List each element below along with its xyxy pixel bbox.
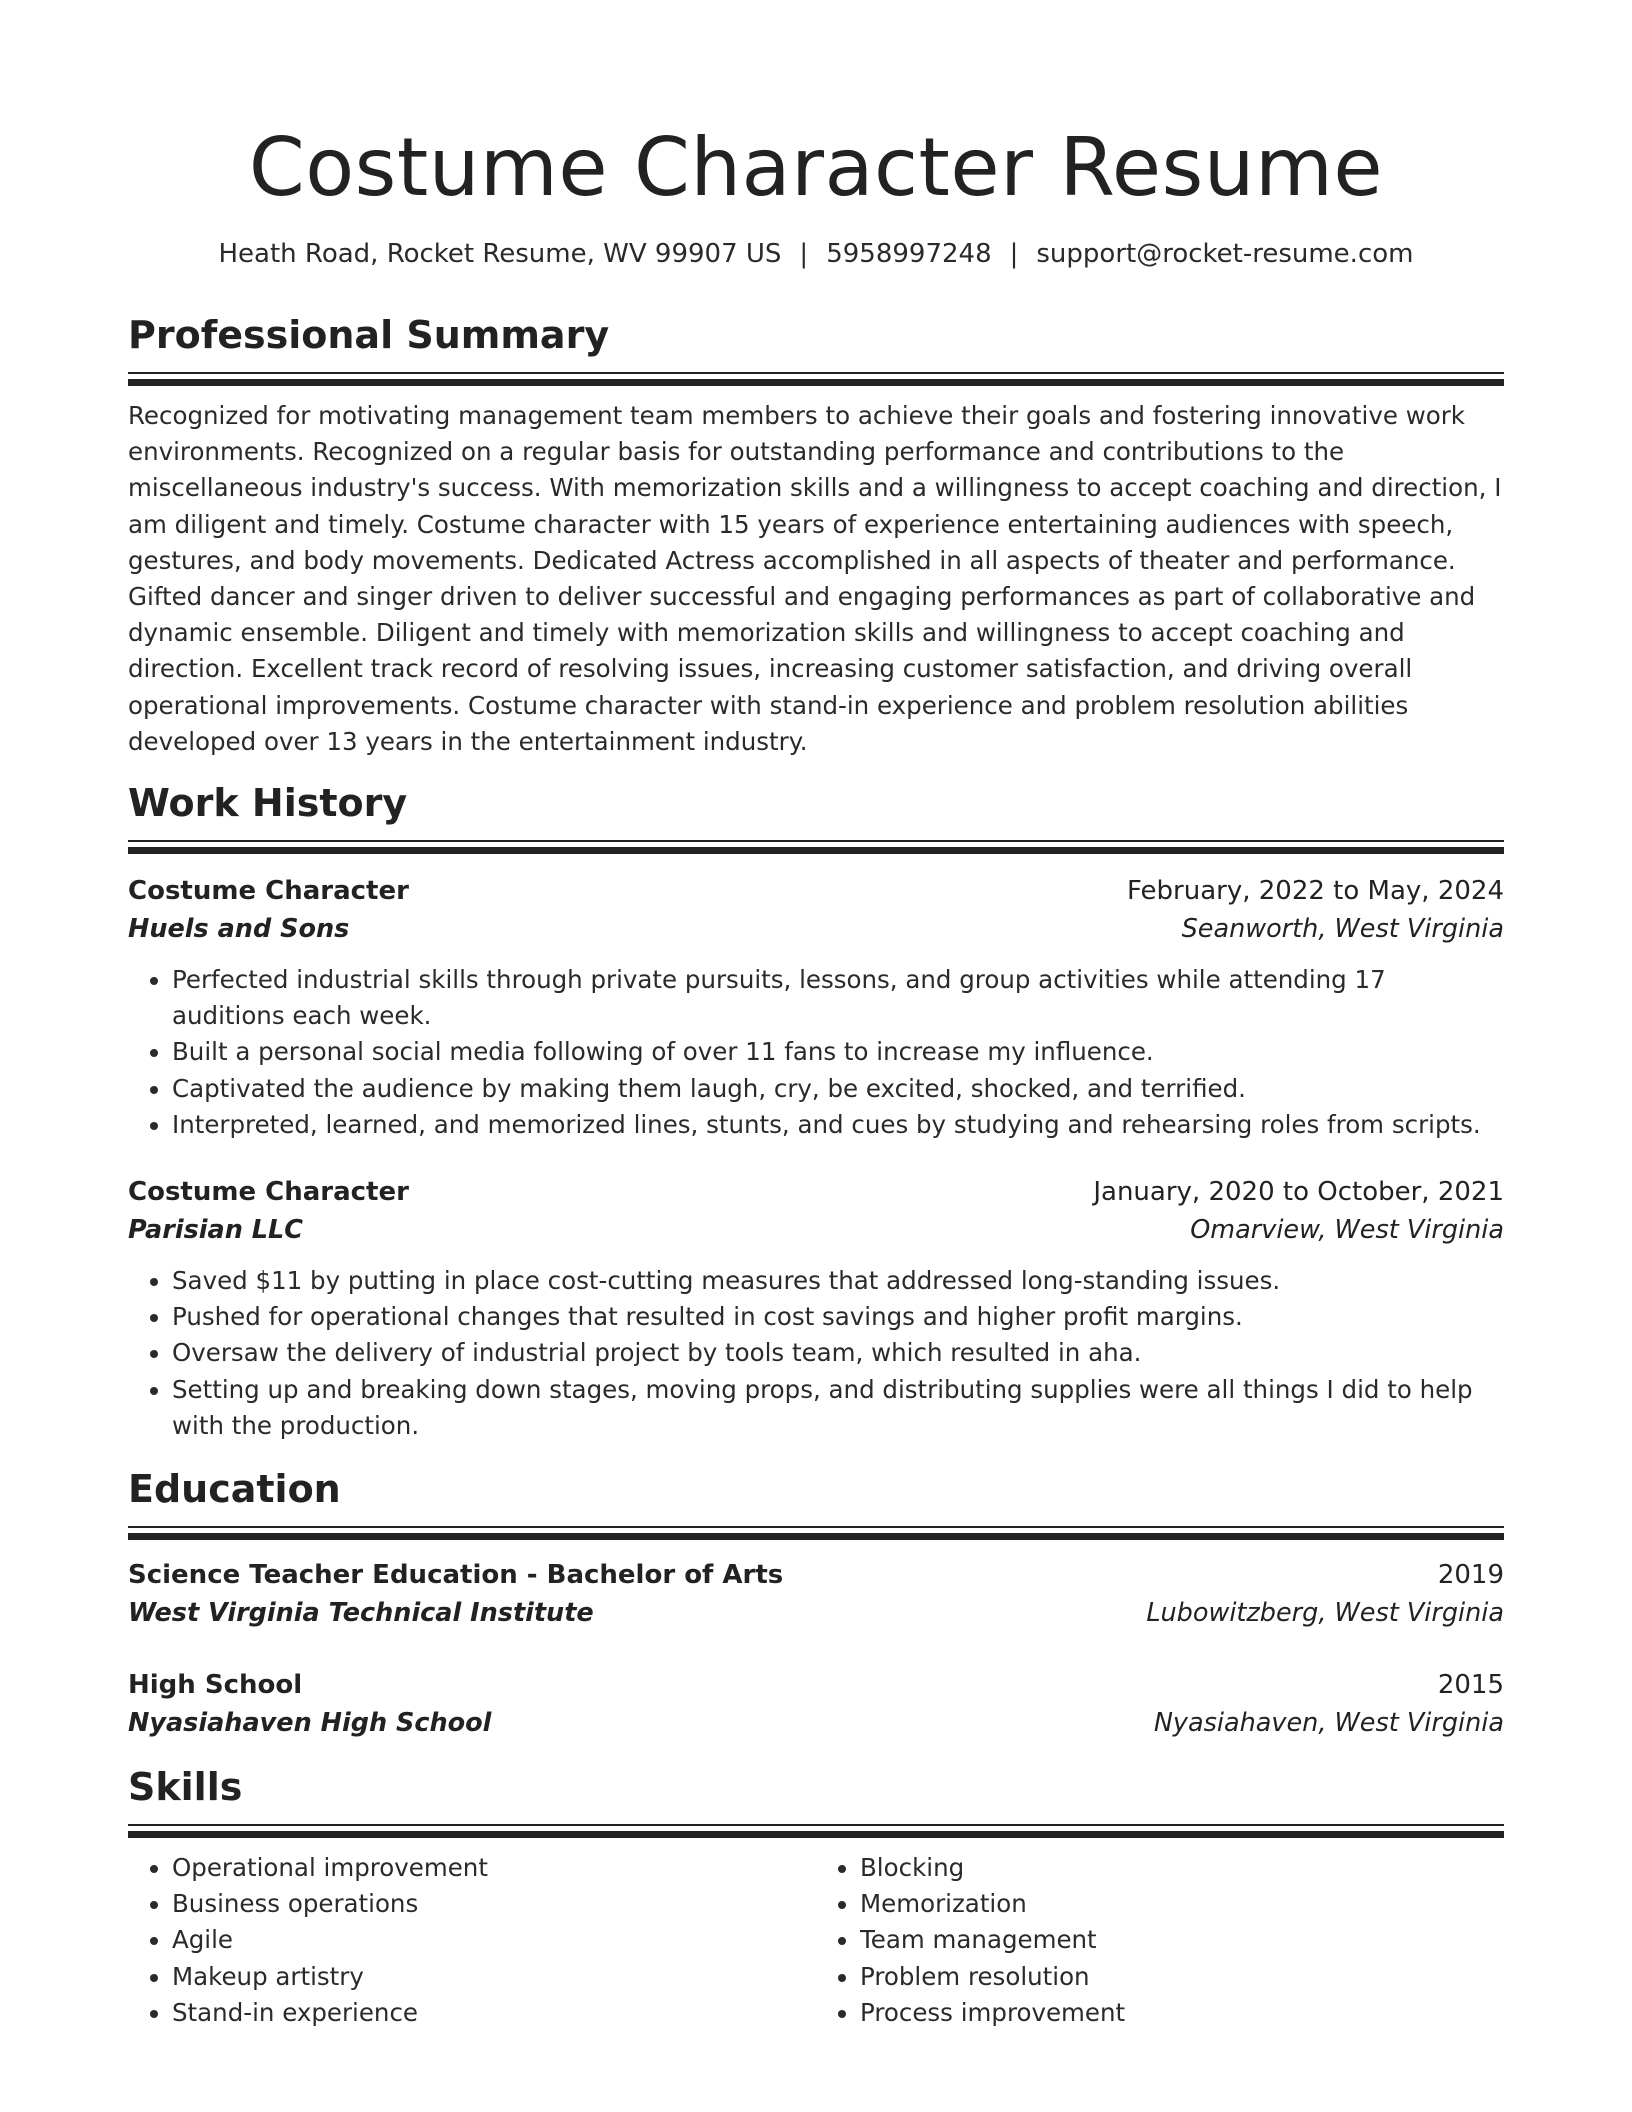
job-title: Costume Character <box>128 876 409 907</box>
education-location: Lubowitzberg, West Virginia <box>1146 1598 1504 1629</box>
education-school: West Virginia Technical Institute <box>128 1598 594 1629</box>
education-entry <box>128 1556 1504 1632</box>
contact-address: Heath Road, Rocket Resume, WV 99907 US <box>218 239 782 269</box>
contact-line <box>128 236 1504 272</box>
job-location: Seanworth, West Virginia <box>1181 914 1504 945</box>
skill-item: • Process improvement <box>860 1995 1504 2031</box>
education-section <box>128 1466 1504 1742</box>
contact-separator: | <box>799 239 809 269</box>
work-heading: Work History <box>128 781 408 826</box>
section-rule-thick <box>128 847 1504 854</box>
job-bullets <box>128 962 1504 1143</box>
skills-column-right <box>816 1850 1504 2031</box>
job-bullet: • Pushed for operational changes that resulted in cost savings and higher profit margins. <box>172 1299 1504 1335</box>
contact-email: support@rocket-resume.com <box>1036 239 1414 269</box>
skill-item: • Blocking <box>860 1850 1504 1886</box>
skill-item: • Business operations <box>172 1886 816 1922</box>
job-dates: February, 2022 to May, 2024 <box>1127 876 1504 907</box>
skill-item: • Makeup artistry <box>172 1959 816 1995</box>
section-rule-thick <box>128 1533 1504 1540</box>
section-rule-thin <box>128 1526 1504 1528</box>
education-degree: Science Teacher Education - Bachelor of Arts <box>128 1560 784 1591</box>
skills-heading: Skills <box>128 1765 243 1810</box>
education-degree: High School <box>128 1670 303 1701</box>
job-company: Huels and Sons <box>128 914 350 945</box>
job-bullet: • Setting up and breaking down stages, moving props, and distributing supplies were all things I did to help with the production. <box>172 1372 1504 1444</box>
section-rule-thick <box>128 1831 1504 1838</box>
skill-item: • Stand-in experience <box>172 1995 816 2031</box>
section-rule-thin <box>128 840 1504 842</box>
job-company: Parisian LLC <box>128 1215 303 1246</box>
contact-phone: 5958997248 <box>826 239 992 269</box>
skill-item: • Operational improvement <box>172 1850 816 1886</box>
section-rule-thin <box>128 372 1504 374</box>
summary-section <box>128 312 1504 760</box>
job-location: Omarview, West Virginia <box>1190 1215 1504 1246</box>
skill-item: • Problem resolution <box>860 1959 1504 1995</box>
skills-section <box>128 1764 1504 2031</box>
job-entry <box>128 872 1504 1143</box>
resume-title: Costume Character Resume <box>248 121 1384 214</box>
section-rule-thick <box>128 379 1504 386</box>
education-year: 2019 <box>1437 1560 1504 1591</box>
education-location: Nyasiahaven, West Virginia <box>1153 1708 1504 1739</box>
work-section <box>128 780 1504 1444</box>
skills-column-left <box>128 1850 816 2031</box>
education-school: Nyasiahaven High School <box>128 1708 492 1739</box>
education-entry <box>128 1666 1504 1742</box>
section-rule-thin <box>128 1824 1504 1826</box>
education-year: 2015 <box>1437 1670 1504 1701</box>
education-heading: Education <box>128 1467 341 1512</box>
skills-list <box>128 1850 1504 2031</box>
job-title: Costume Character <box>128 1177 409 1208</box>
summary-heading: Professional Summary <box>128 313 610 357</box>
job-entry <box>128 1173 1504 1444</box>
job-bullet: • Perfected industrial skills through private pursuits, lessons, and group activities while attending 17 auditions each week. <box>172 962 1504 1034</box>
skill-item: • Team management <box>860 1922 1504 1958</box>
job-bullet: • Interpreted, learned, and memorized lines, stunts, and cues by studying and rehearsing roles from scripts. <box>172 1107 1504 1143</box>
skill-item: • Memorization <box>860 1886 1504 1922</box>
job-bullet: • Oversaw the delivery of industrial project by tools team, which resulted in aha. <box>172 1335 1504 1371</box>
job-bullet: • Built a personal social media following of over 11 fans to increase my influence. <box>172 1034 1504 1070</box>
job-bullet: • Captivated the audience by making them laugh, cry, be excited, shocked, and terrified. <box>172 1071 1504 1107</box>
job-bullets <box>128 1263 1504 1444</box>
job-dates: January, 2020 to October, 2021 <box>1093 1177 1504 1208</box>
summary-text: Recognized for motivating management team members to achieve their goals and fostering innovative work environments. Recognized on a regular basis for outstanding performance and contributions to the miscellaneous industry's success. With memorization skills and a willingness to accept coaching and direction, I am diligent and timely. Costume character with 15 years of experience entertaining audiences with speech, gestures, and body movements. Dedicated Actress accomplished in all aspects of theater and performance. Gifted dancer and singer driven to deliver successful and engaging performances as part of collaborative and dynamic ensemble. Diligent and timely with memorization skills and willingness to accept coaching and direction. Excellent track record of resolving issues, increasing customer satisfaction, and driving overall operational improvements. Costume character with stand-in experience and problem resolution abilities developed over 13 years in the entertainment industry. <box>128 401 1502 756</box>
skill-item: • Agile <box>172 1922 816 1958</box>
contact-separator: | <box>1009 239 1019 269</box>
job-bullet: • Saved $11 by putting in place cost-cutting measures that addressed long-standing issues. <box>172 1263 1504 1299</box>
